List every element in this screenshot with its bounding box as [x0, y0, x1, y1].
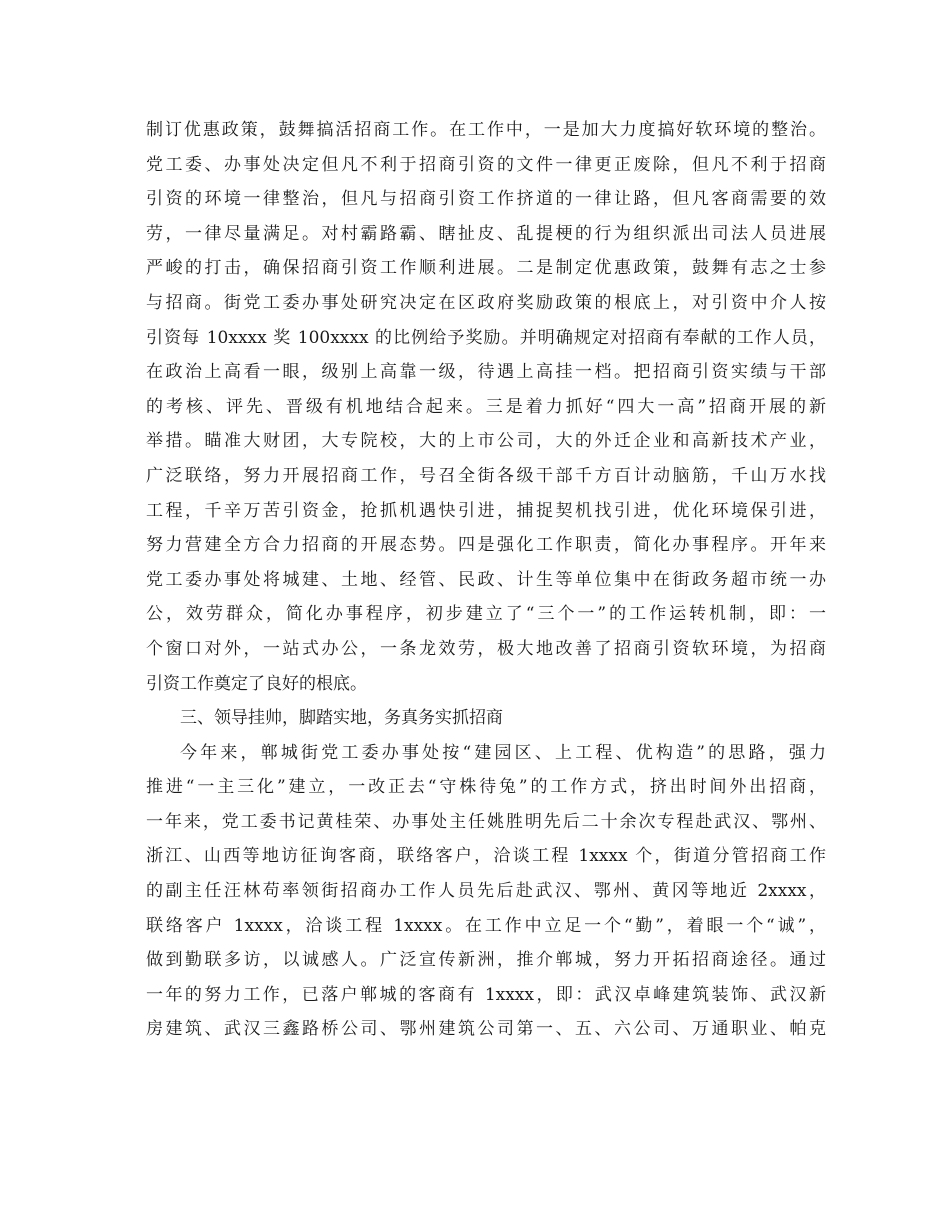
text-line: 举措。瞄准大财团，大专院校，大的上市公司，大的外迁企业和高新技术产业， — [146, 431, 826, 452]
text-line: 与招商。街党工委办事处研究决定在区政府奖励政策的根底上，对引资中介人按 — [146, 292, 826, 313]
text-line: 的副主任汪林苟率领街招商办工作人员先后赴武汉、鄂州、黄冈等地近 2xxxx， — [146, 881, 826, 902]
document-body — [146, 113, 826, 1047]
section-heading: 三、领导挂帅，脚踏实地，务真务实抓招商 — [180, 708, 503, 729]
text-line: 一年的努力工作，已落户郸城的客商有 1xxxx，即：武汉卓峰建筑装饰、武汉新 — [146, 984, 826, 1005]
text-line: 引资的环境一律整治，但凡与招商引资工作挤道的一律让路，但凡客商需要的效 — [146, 189, 826, 210]
text-line: 劳，一律尽量满足。对村霸路霸、瞎扯皮、乱提梗的行为组织派出司法人员进展 — [146, 223, 826, 244]
text-line: 在政治上高看一眼，级别上高靠一级，待遇上高挂一档。把招商引资实绩与干部 — [146, 362, 826, 383]
text-line: 严峻的打击，确保招商引资工作顺利进展。二是制定优惠政策，鼓舞有志之士参 — [146, 258, 826, 279]
text-line: 联络客户 1xxxx，洽谈工程 1xxxx。在工作中立足一个“勤”，着眼一个“诚”， — [146, 915, 826, 936]
paragraph-first-line: 今年来，郸城街党工委办事处按“建园区、上工程、优构造”的思路，强力 — [180, 742, 826, 763]
text-line: 房建筑、武汉三鑫路桥公司、鄂州建筑公司第一、五、六公司、万通职业、帕克 — [146, 1019, 826, 1040]
text-line: 工程，千辛万苦引资金，抢抓机遇快引进，捕捉契机找引进，优化环境保引进， — [146, 500, 826, 521]
text-line: 公，效劳群众，简化办事程序，初步建立了“三个一”的工作运转机制，即：一 — [146, 604, 826, 625]
text-line: 努力营建全方合力招商的开展态势。四是强化工作职责，简化办事程序。开年来 — [146, 535, 826, 556]
text-line: 一年来，党工委书记黄桂荣、办事处主任姚胜明先后二十余次专程赴武汉、鄂州、 — [146, 811, 826, 832]
text-line: 个窗口对外，一站式办公，一条龙效劳，极大地改善了招商引资软环境，为招商 — [146, 638, 826, 659]
text-line: 制订优惠政策，鼓舞搞活招商工作。在工作中，一是加大力度搞好软环境的整治。 — [146, 120, 826, 140]
text-line: 推进“一主三化”建立，一改正去“守株待兔”的工作方式，挤出时间外出招商， — [146, 777, 826, 798]
text-line: 党工委办事处将城建、土地、经管、民政、计生等单位集中在街政务超市统一办 — [146, 569, 826, 590]
text-line: 的考核、评先、晋级有机地结合起来。三是着力抓好“四大一高”招商开展的新 — [146, 396, 826, 417]
text-line: 引资每 10xxxx 奖 100xxxx 的比例给予奖励。并明确规定对招商有奉献的工作人员， — [146, 327, 826, 348]
paragraph-end-line: 引资工作奠定了良好的根底。 — [146, 673, 367, 694]
text-line: 浙江、山西等地访征询客商，联络客户，洽谈工程 1xxxx 个，街道分管招商工作 — [146, 846, 826, 867]
text-line: 党工委、办事处决定但凡不利于招商引资的文件一律更正废除，但凡不利于招商 — [146, 154, 826, 175]
text-line: 广泛联络，努力开展招商工作，号召全街各级干部千方百计动脑筋，千山万水找 — [146, 465, 826, 486]
text-line: 做到勤联多访，以诚感人。广泛宣传新洲，推介郸城，努力开拓招商途径。通过 — [146, 950, 826, 971]
